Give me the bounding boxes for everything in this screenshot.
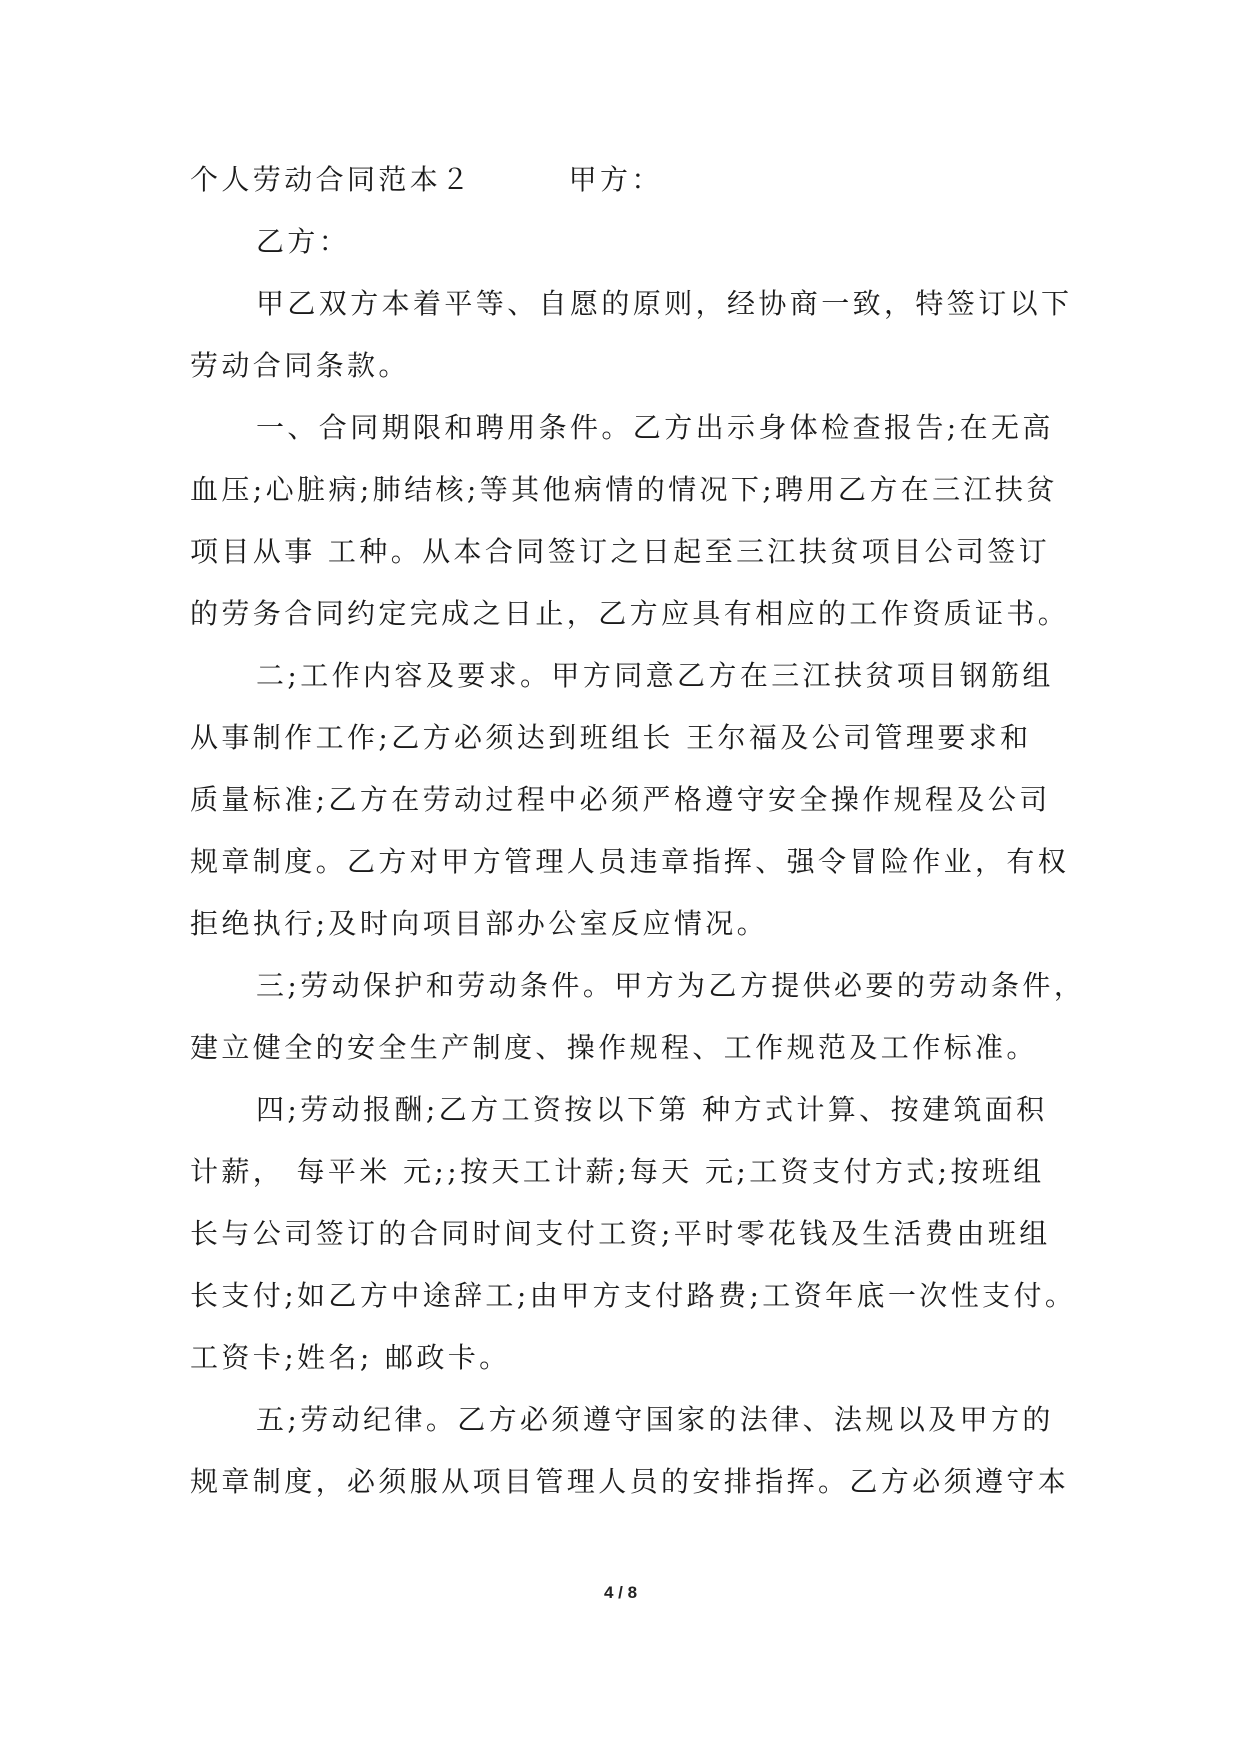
clause-4-line: 计薪， 每平米 元;;按天工计薪;每天 元;工资支付方式;按班组 (190, 1155, 1045, 1188)
clause-4-line: 长支付;如乙方中途辞工;由甲方支付路费;工资年底一次性支付。 (190, 1279, 1077, 1312)
clause-3-line: 建立健全的安全生产制度、操作规程、工作规范及工作标准。 (190, 1031, 1038, 1064)
clause-1-line: 项目从事 工种。从本合同签订之日起至三江扶贫项目公司签订 (190, 535, 1051, 568)
clause-4-line: 工资卡;姓名; 邮政卡。 (190, 1341, 511, 1374)
clause-1-line: 一、合同期限和聘用条件。乙方出示身体检查报告;在无高 (256, 411, 1054, 444)
party-a-label: 甲方： (568, 163, 663, 196)
title-line (190, 160, 1056, 222)
document-body (190, 160, 1086, 1524)
clause-4-line: 长与公司签订的合同时间支付工资;平时零花钱及生活费由班组 (190, 1217, 1051, 1250)
document-title: 个人劳动合同范本２ (190, 163, 473, 196)
clause-3-line: 三;劳动保护和劳动条件。甲方为乙方提供必要的劳动条件， (256, 969, 1086, 1002)
paragraph-line: 劳动合同条款。 (190, 349, 410, 382)
clause-2-line: 质量标准;乙方在劳动过程中必须严格遵守安全操作规程及公司 (190, 783, 1051, 816)
clause-5-line: 规章制度，必须服从项目管理人员的安排指挥。乙方必须遵守本 (190, 1465, 1070, 1498)
clause-1-line: 的劳务合同约定完成之日止，乙方应具有相应的工作资质证书。 (190, 597, 1070, 630)
clause-2-line: 拒绝执行;及时向项目部办公室反应情况。 (190, 907, 769, 940)
clause-2-line: 规章制度。乙方对甲方管理人员违章指挥、强令冒险作业，有权 (190, 845, 1070, 878)
clause-2-line: 从事制作工作;乙方必须达到班组长 王尔福及公司管理要求和 (190, 721, 1032, 754)
clause-2-line: 二;工作内容及要求。甲方同意乙方在三江扶贫项目钢筋组 (256, 659, 1054, 692)
clause-5-line: 五;劳动纪律。乙方必须遵守国家的法律、法规以及甲方的 (256, 1403, 1054, 1436)
clause-1-line: 血压;心脏病;肺结核;等其他病情的情况下;聘用乙方在三江扶贫 (190, 473, 1058, 506)
clause-4-line: 四;劳动报酬;乙方工资按以下第 种方式计算、按建筑面积 (256, 1093, 1048, 1126)
party-b-line: 乙方： (256, 225, 351, 258)
page-number: 4 / 8 (603, 1583, 638, 1602)
paragraph-line: 甲乙双方本着平等、自愿的原则，经协商一致，特签订以下 (256, 287, 1073, 320)
